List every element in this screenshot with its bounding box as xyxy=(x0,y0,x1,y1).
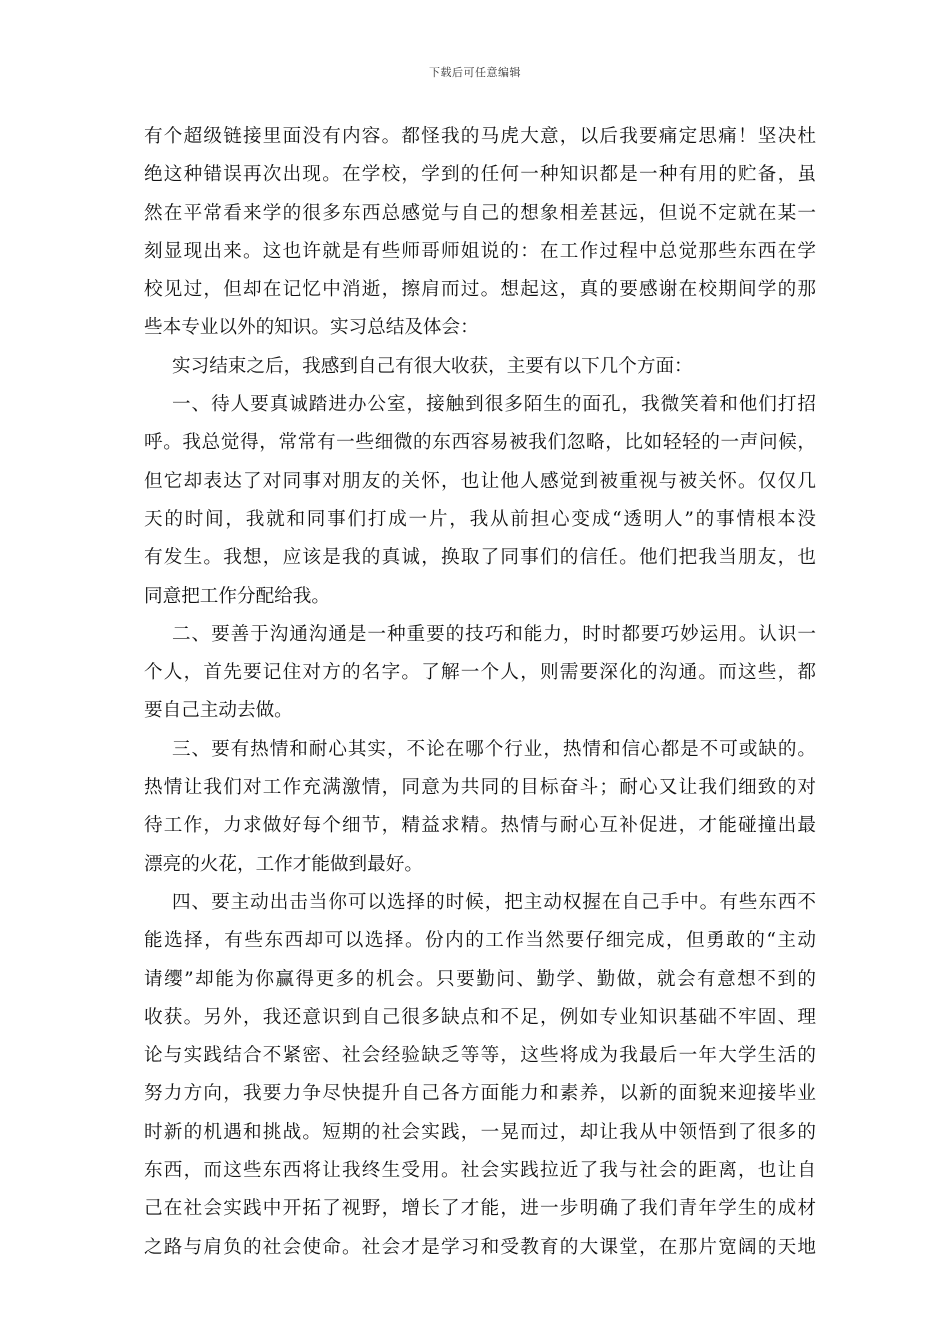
page-header-note: 下载后可任意编辑 xyxy=(429,66,521,79)
text-line: 收获。另外，我还意识到自己很多缺点和不足，例如专业知识基础不牢固、理 xyxy=(144,1006,816,1028)
text-line: 之路与肩负的社会使命。社会才是学习和受教育的大课堂，在那片宽阔的天地 xyxy=(144,1236,816,1258)
text-line: 要自己主动去做。 xyxy=(144,700,293,722)
text-line: 有发生。我想，应该是我的真诚，换取了同事们的信任。他们把我当朋友，也 xyxy=(144,547,816,569)
text-line: 漂亮的火花，工作才能做到最好。 xyxy=(144,853,423,875)
text-line: 校见过，但却在记忆中消逝，擦肩而过。想起这，真的要感谢在校期间学的那 xyxy=(144,279,816,301)
text-line: 呼。我总觉得，常常有一些细微的东西容易被我们忽略，比如轻轻的一声问候， xyxy=(144,432,816,454)
text-line: 待工作，力求做好每个细节，精益求精。热情与耐心互补促进，才能碰撞出最 xyxy=(144,815,816,837)
text-line: 绝这种错误再次出现。在学校，学到的任何一种知识都是一种有用的贮备，虽 xyxy=(144,164,816,186)
text-line: 些本专业以外的知识。实习总结及体会： xyxy=(144,317,479,339)
text-line: 但它却表达了对同事对朋友的关怀，也让他人感觉到被重视与被关怀。仅仅几 xyxy=(144,470,816,492)
text-line: 天的时间，我就和同事们打成一片，我从前担心变成“透明人”的事情根本没 xyxy=(144,508,816,530)
text-line: 二、要善于沟通沟通是一种重要的技巧和能力，时时都要巧妙运用。认识一 xyxy=(172,623,816,645)
text-line: 个人，首先要记住对方的名字。了解一个人，则需要深化的沟通。而这些，都 xyxy=(144,662,816,684)
text-line: 刻显现出来。这也许就是有些师哥师姐说的：在工作过程中总觉那些东西在学 xyxy=(144,240,816,262)
document-body xyxy=(144,118,816,1267)
text-line: 实习结束之后，我感到自己有很大收获，主要有以下几个方面： xyxy=(172,355,693,377)
text-line: 然在平常看来学的很多东西总感觉与自己的想象相差甚远，但说不定就在某一 xyxy=(144,202,816,224)
text-line: 能选择，有些东西却可以选择。份内的工作当然要仔细完成，但勇敢的“主动 xyxy=(144,930,816,952)
text-line: 热情让我们对工作充满激情，同意为共同的目标奋斗；耐心又让我们细致的对 xyxy=(144,777,816,799)
text-line: 东西，而这些东西将让我终生受用。社会实践拉近了我与社会的距离，也让自 xyxy=(144,1160,816,1182)
text-line: 己在社会实践中开拓了视野，增长了才能，进一步明确了我们青年学生的成材 xyxy=(144,1198,816,1220)
text-line: 努力方向，我要力争尽快提升自己各方面能力和素养，以新的面貌来迎接毕业 xyxy=(144,1083,816,1105)
text-line: 一、待人要真诚踏进办公室，接触到很多陌生的面孔，我微笑着和他们打招 xyxy=(172,394,816,416)
text-line: 时新的机遇和挑战。短期的社会实践，一晃而过，却让我从中领悟到了很多的 xyxy=(144,1121,816,1143)
text-line: 四、要主动出击当你可以选择的时候，把主动权握在自己手中。有些东西不 xyxy=(172,891,816,913)
text-line: 有个超级链接里面没有内容。都怪我的马虎大意，以后我要痛定思痛！坚决杜 xyxy=(144,126,816,147)
text-line: 请缨”却能为你赢得更多的机会。只要勤问、勤学、勤做，就会有意想不到的 xyxy=(144,968,816,990)
text-line: 三、要有热情和耐心其实，不论在哪个行业，热情和信心都是不可或缺的。 xyxy=(172,738,816,760)
text-line: 论与实践结合不紧密、社会经验缺乏等等，这些将成为我最后一年大学生活的 xyxy=(144,1045,816,1067)
text-line: 同意把工作分配给我。 xyxy=(144,585,330,607)
